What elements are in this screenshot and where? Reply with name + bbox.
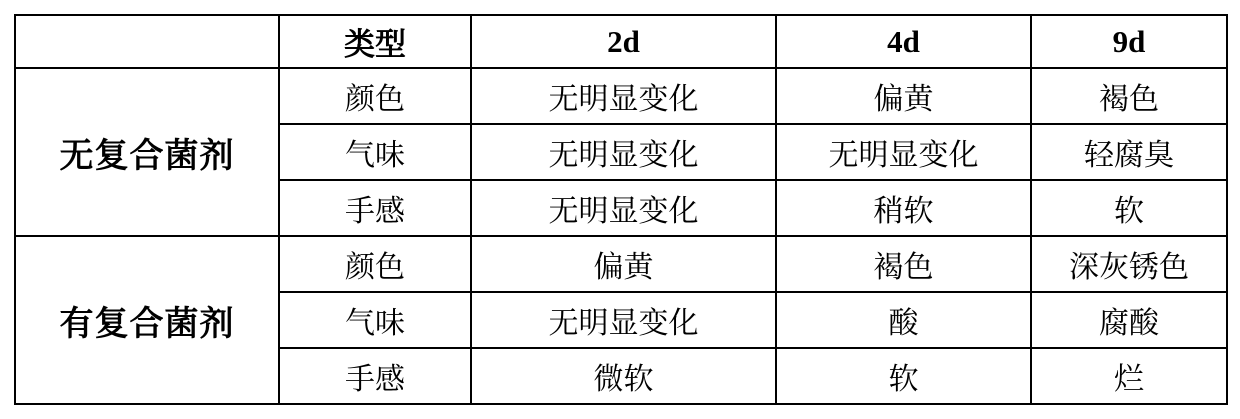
value-cell: 褐色	[1031, 68, 1227, 124]
attribute-cell: 手感	[279, 180, 471, 236]
header-cell-empty	[15, 15, 279, 68]
value-cell: 轻腐臭	[1031, 124, 1227, 180]
group-label-no-agent: 无复合菌剂	[15, 68, 279, 236]
attribute-cell: 颜色	[279, 236, 471, 292]
value-cell: 烂	[1031, 348, 1227, 404]
group-label-with-agent: 有复合菌剂	[15, 236, 279, 404]
value-cell: 腐酸	[1031, 292, 1227, 348]
attribute-cell: 颜色	[279, 68, 471, 124]
header-cell-2d: 2d	[471, 15, 776, 68]
table-row	[15, 68, 1227, 124]
value-cell: 偏黄	[471, 236, 776, 292]
value-cell: 软	[776, 348, 1031, 404]
value-cell: 酸	[776, 292, 1031, 348]
value-cell: 无明显变化	[471, 124, 776, 180]
value-cell: 稍软	[776, 180, 1031, 236]
header-cell-type: 类型	[279, 15, 471, 68]
value-cell: 褐色	[776, 236, 1031, 292]
value-cell: 软	[1031, 180, 1227, 236]
value-cell: 无明显变化	[471, 292, 776, 348]
header-cell-9d: 9d	[1031, 15, 1227, 68]
value-cell: 微软	[471, 348, 776, 404]
header-cell-4d: 4d	[776, 15, 1031, 68]
attribute-cell: 气味	[279, 292, 471, 348]
table-row	[15, 236, 1227, 292]
value-cell: 偏黄	[776, 68, 1031, 124]
value-cell: 深灰锈色	[1031, 236, 1227, 292]
attribute-cell: 手感	[279, 348, 471, 404]
observation-table	[14, 14, 1228, 405]
attribute-cell: 气味	[279, 124, 471, 180]
table-header-row	[15, 15, 1227, 68]
value-cell: 无明显变化	[776, 124, 1031, 180]
value-cell: 无明显变化	[471, 180, 776, 236]
value-cell: 无明显变化	[471, 68, 776, 124]
